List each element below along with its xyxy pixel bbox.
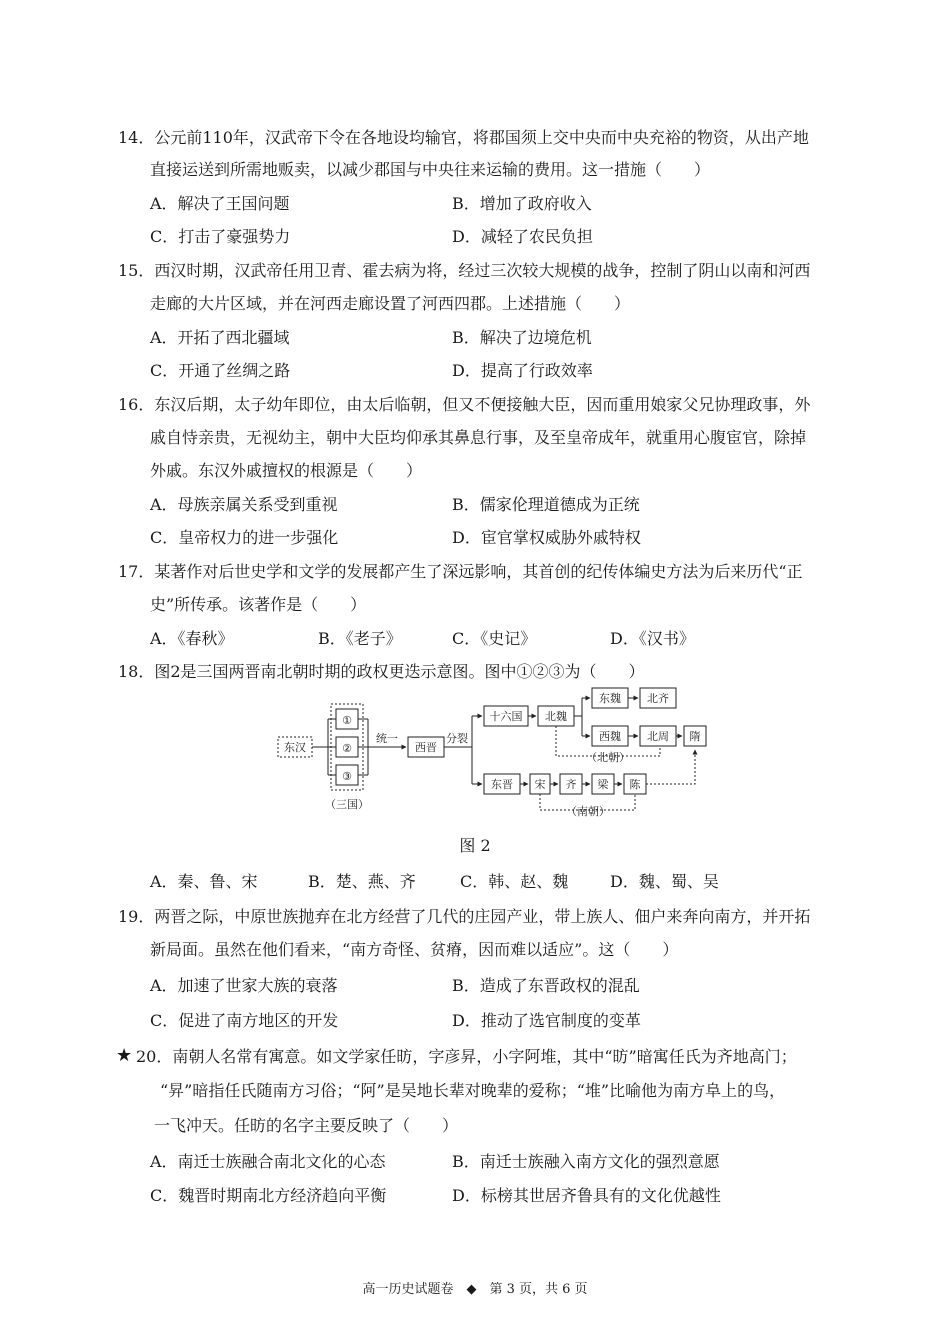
q19-option-c: C．促进了南方地区的开发	[150, 1011, 339, 1030]
q14-option-d: D．减轻了农民负担	[452, 227, 593, 246]
q20-option-b: B．南迁士族融入南方文化的强烈意愿	[452, 1152, 720, 1171]
label-chen: 陈	[629, 778, 641, 791]
q20-option-d: D．标榜其世居齐鲁具有的文化优越性	[452, 1186, 721, 1205]
label-circle-3: ③	[342, 770, 352, 783]
q17-option-d: D．《汉书》	[610, 629, 695, 648]
label-tong-yi: 统一	[376, 732, 398, 745]
q18-option-a: A．秦、鲁、宋	[150, 872, 258, 891]
q17-stem-line2: 史”所传承。该著作是（ ）	[150, 595, 367, 614]
regime-succession-diagram	[270, 684, 710, 824]
q20-stem-line3: 一飞冲天。任昉的名字主要反映了（ ）	[154, 1116, 459, 1135]
label-san-guo: （三国）	[325, 798, 369, 811]
label-song: 宋	[534, 778, 546, 791]
page-footer: 高一历史试题卷 ◆ 第 3 页，共 6 页	[362, 1282, 588, 1297]
label-shi-liu-guo: 十六国	[489, 710, 523, 723]
q16-option-c: C．皇帝权力的进一步强化	[150, 528, 339, 547]
q16-stem-line1: 16．东汉后期，太子幼年即位，由太后临朝，但又不便接触大臣，因而重用娘家父兄协理政事，外	[118, 395, 811, 414]
q15-option-d: D．提高了行政效率	[452, 361, 593, 380]
label-circle-2: ②	[342, 742, 352, 755]
q20-option-c: C．魏晋时期南北方经济趋向平衡	[150, 1186, 387, 1205]
q17-option-b: B．《老子》	[318, 629, 402, 648]
q19-option-d: D．推动了选官制度的变革	[452, 1011, 641, 1030]
label-bei-chao: （北朝）	[586, 751, 630, 764]
q14-option-a: A．解决了王国问题	[150, 194, 290, 213]
label-dong-jin: 东晋	[491, 778, 513, 791]
label-fen-lie: 分裂	[446, 732, 468, 745]
q17-option-c: C．《史记》	[452, 629, 537, 648]
figure-caption: 图 2	[459, 836, 491, 855]
q20-option-a: A．南迁士族融合南北文化的心态	[150, 1152, 386, 1171]
q15-option-a: A．开拓了西北疆域	[150, 328, 290, 347]
q16-option-a: A．母族亲属关系受到重视	[150, 495, 338, 514]
q19-stem-line1: 19．两晋之际，中原世族抛弃在北方经营了几代的庄园产业，带上族人、佃户来奔向南方，并开拓	[118, 907, 811, 926]
label-dong-wei: 东魏	[599, 692, 621, 705]
label-bei-qi: 北齐	[647, 692, 669, 705]
star-icon: ★	[116, 1045, 133, 1066]
q16-stem-line3: 外戚。东汉外戚擅权的根源是（ ）	[150, 461, 423, 480]
q18-stem-line1: 18．图2是三国两晋南北朝时期的政权更迭示意图。图中①②③为（ ）	[118, 662, 645, 681]
label-bei-zhou: 北周	[647, 730, 669, 743]
label-nan-chao: （南朝）	[566, 805, 610, 818]
label-xi-jin: 西晋	[415, 741, 437, 754]
label-xi-wei: 西魏	[599, 730, 621, 743]
q20-stem-line2: “昇”暗指任氏随南方习俗；“阿”是吴地长辈对晚辈的爱称；“堆”比喻他为南方阜上的鸟，	[160, 1081, 786, 1100]
label-circle-1: ①	[342, 714, 352, 727]
q17-stem-line1: 17．某著作对后世史学和文学的发展都产生了深远影响，其首创的纪传体编史方法为后来历代“正	[118, 562, 803, 581]
q17-option-a: A．《春秋》	[150, 629, 234, 648]
label-qi: 齐	[565, 778, 577, 791]
label-liang: 梁	[597, 778, 609, 791]
q19-option-b: B．造成了东晋政权的混乱	[452, 976, 640, 995]
q15-option-b: B．解决了边境危机	[452, 328, 592, 347]
q15-option-c: C．开通了丝绸之路	[150, 361, 291, 380]
q19-option-a: A．加速了世家大族的衰落	[150, 976, 338, 995]
q16-stem-line2: 戚自恃亲贵，无视幼主，朝中大臣均仰承其鼻息行事，及至皇帝成年，就重用心腹宦官，除掉	[150, 428, 807, 447]
q15-stem-line2: 走廊的大片区域，并在河西走廊设置了河西四郡。上述措施（ ）	[150, 294, 631, 313]
label-dong-han: 东汉	[284, 741, 306, 754]
q16-option-b: B．儒家伦理道德成为正统	[452, 495, 640, 514]
q18-option-c: C．韩、赵、魏	[460, 872, 569, 891]
q18-option-b: B．楚、燕、齐	[308, 872, 416, 891]
q14-option-c: C．打击了豪强势力	[150, 227, 291, 246]
q15-stem-line1: 15．西汉时期，汉武帝任用卫青、霍去病为将，经过三次较大规模的战争，控制了阴山以南和河西	[118, 261, 811, 280]
q19-stem-line2: 新局面。虽然在他们看来，“南方奇怪、贫瘠，因而难以适应”。这（ ）	[150, 940, 679, 959]
label-bei-wei: 北魏	[545, 710, 567, 723]
q16-option-d: D．宦官掌权威胁外戚特权	[452, 528, 641, 547]
label-sui: 隋	[689, 730, 701, 743]
q18-option-d: D．魏、蜀、吴	[610, 872, 719, 891]
q14-stem-line2: 直接运送到所需地贩卖，以减少郡国与中央往来运输的费用。这一措施（ ）	[150, 160, 711, 179]
q20-stem-line1: 20．南朝人名常有寓意。如文学家任昉，字彦昇，小字阿堆，其中“昉”暗寓任氏为齐地高门；	[136, 1047, 797, 1066]
q14-option-b: B．增加了政府收入	[452, 194, 592, 213]
q14-stem-line1: 14．公元前110年，汉武帝下令在各地设均输官，将郡国须上交中央而中央充裕的物资，从出产地	[118, 128, 809, 147]
